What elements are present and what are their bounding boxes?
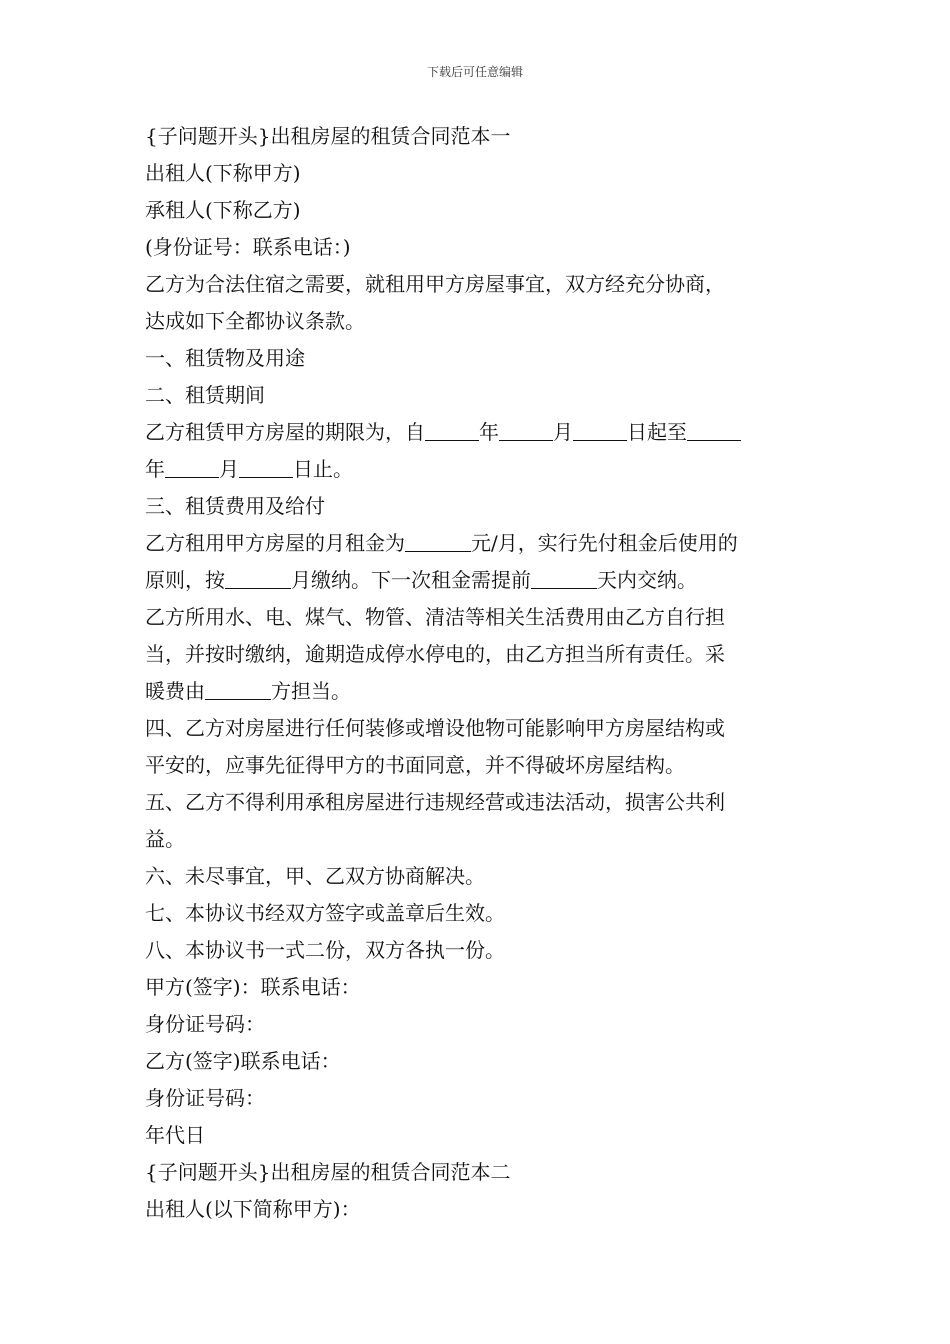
section-heading: {子问题开头}出租房屋的租赁合同范本二	[145, 1160, 511, 1184]
text-segment: 日止。	[293, 457, 353, 481]
rent-line	[145, 562, 810, 599]
year-blank	[425, 422, 479, 441]
rent-amount-blank	[405, 533, 471, 552]
lease-term-line	[145, 414, 810, 451]
clause-line: 七、本协议书经双方签字或盖章后生效。	[145, 901, 505, 925]
text-segment: 方担当。	[271, 679, 351, 703]
text-segment: 元/月，实行先付租金后使用的	[471, 531, 738, 555]
text-segment: 天内交纳。	[597, 568, 697, 592]
text-segment: 日起至	[627, 420, 687, 444]
section-heading: {子问题开头}出租房屋的租赁合同范本一	[145, 124, 511, 148]
clause-line: 八、本协议书一式二份，双方各执一份。	[145, 938, 505, 962]
text-segment: 年	[145, 457, 165, 481]
clause-heading: 一、租赁物及用途	[145, 346, 305, 370]
text-segment: 原则，按	[145, 568, 225, 592]
text-segment: 年	[479, 420, 499, 444]
id-phone-line: (身份证号：联系电话：)	[145, 235, 351, 259]
clause-line: 六、未尽事宜，甲、乙双方协商解决。	[145, 864, 485, 888]
text-segment: 乙方租用甲方房屋的月租金为	[145, 531, 405, 555]
lease-term-line	[145, 451, 810, 488]
clause-line: 四、乙方对房屋进行任何装修或增设他物可能影响甲方房屋结构或	[145, 716, 725, 740]
year-blank	[687, 422, 741, 441]
month-blank	[165, 459, 219, 478]
utilities-line: 乙方所用水、电、煤气、物管、清洁等相关生活费用由乙方自行担	[145, 605, 725, 629]
clause-heading: 二、租赁期间	[145, 383, 265, 407]
page-header-note: 下载后可任意编辑	[426, 65, 523, 79]
text-segment: 乙方租赁甲方房屋的期限为，自	[145, 420, 425, 444]
text-segment: 月缴纳。下一次租金需提前	[291, 568, 531, 592]
heating-line	[145, 673, 810, 710]
signature-line: 乙方(签字)联系电话：	[145, 1049, 341, 1073]
payment-period-blank	[225, 570, 291, 589]
advance-days-blank	[531, 570, 597, 589]
clause-line: 益。	[145, 827, 185, 851]
lessee-line: 承租人(下称乙方)	[145, 198, 301, 222]
heating-party-blank	[205, 681, 271, 700]
lessor-line: 出租人(下称甲方)	[145, 161, 301, 185]
clause-line: 五、乙方不得利用承租房屋进行违规经营或违法活动，损害公共利	[145, 790, 725, 814]
rent-line	[145, 525, 810, 562]
clause-heading: 三、租赁费用及给付	[145, 494, 325, 518]
month-blank	[499, 422, 553, 441]
day-blank	[573, 422, 627, 441]
contract-body	[145, 118, 810, 1228]
text-segment: 暖费由	[145, 679, 205, 703]
clause-line: 平安的，应事先征得甲方的书面同意，并不得破坏房屋结构。	[145, 753, 685, 777]
signature-line: 甲方(签字)：联系电话：	[145, 975, 361, 999]
preamble-line: 乙方为合法住宿之需要，就租用甲方房屋事宜，双方经充分协商，	[145, 272, 725, 296]
text-segment: 月	[553, 420, 573, 444]
signature-line: 身份证号码：	[145, 1086, 265, 1110]
lessor-line: 出租人(以下简称甲方)：	[145, 1197, 361, 1221]
date-line: 年代日	[145, 1123, 205, 1147]
day-blank	[239, 459, 293, 478]
signature-line: 身份证号码：	[145, 1012, 265, 1036]
utilities-line: 当，并按时缴纳，逾期造成停水停电的，由乙方担当所有责任。采	[145, 642, 725, 666]
preamble-line: 达成如下全都协议条款。	[145, 309, 365, 333]
text-segment: 月	[219, 457, 239, 481]
